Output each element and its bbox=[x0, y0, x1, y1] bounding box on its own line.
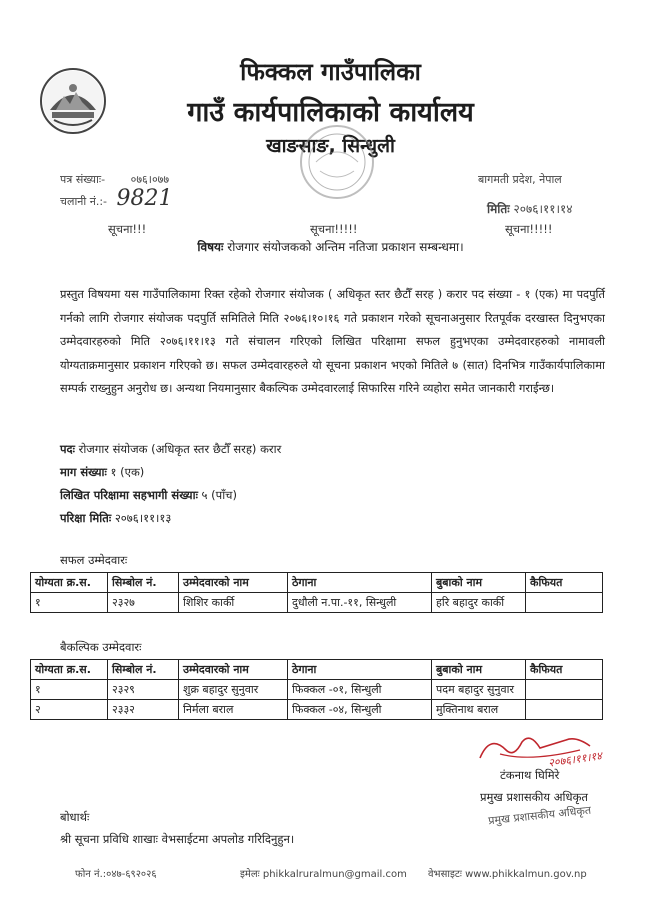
signatory-name: टंकनाथ घिमिरे bbox=[500, 768, 560, 782]
successful-label: सफल उम्मेदवारः bbox=[60, 553, 128, 567]
signature-date: २०७६।११।१४ bbox=[547, 749, 603, 770]
body-paragraph: प्रस्तुत विषयमा यस गाउँपालिकामा रिक्त रहेको रोजगार संयोजक ( अधिकृत स्तर छैटौँ सरह ) करार पद संख्या - १ (एक) मा पदपुर्ति गर्नको लागि रोजगार संयोजक पदपुर्ति समितिले मिति २०७६।१०।१६ गते प्रकाशन गरेको सूचनाअनुसार रितपूर्वक दरखास्त दिनुभएका उम्मेदवारहरुको मिति २०७६।११।१३ गते संचालन गरिएको लिखित परिक्षामा सफल हुनुभएका उम्मेदवारहरुको नामावली योग्यताक्रमानुसार प्रकाशन गरिएको छ। सफल उम्मेदवारहरुले यो सूचना प्रकाशन भएको मितिले ७ (सात) दिनभित्र गाउँकार्यपालिकामा सम्पर्क राख्नुहुन अनुरोध छ। अन्यथा नियमानुसार बैकल्पिक उम्मेदवारलाई सिफारिस गरिने व्यहोरा समेत जानकारी गराईन्छ। bbox=[60, 287, 605, 395]
footer-phone: फोन नं.:०४७-६९२०२६ bbox=[75, 869, 157, 880]
exam-date-label: परिक्षा मितिः bbox=[60, 511, 112, 525]
bodhartha-label: बोधार्थः bbox=[60, 810, 90, 824]
signatory-stamp-title: प्रमुख प्रशासकीय अधिकृत bbox=[487, 803, 592, 828]
signatory-title: प्रमुख प्रशासकीय अधिकृत bbox=[480, 790, 588, 804]
cell-rank: २ bbox=[31, 700, 108, 720]
demand-label: माग संख्याः bbox=[60, 465, 107, 479]
date-label: मितिः bbox=[487, 202, 510, 216]
subject-text: रोजगार संयोजकको अन्तिम नतिजा प्रकाशन सम्बन्धमा। bbox=[227, 240, 464, 254]
col-remarks: कैफियत bbox=[526, 660, 603, 680]
cell-father: हरि बहादुर कार्की bbox=[432, 593, 526, 613]
table-row bbox=[31, 593, 603, 613]
detail-demand bbox=[60, 465, 144, 480]
office-address: खाङसाङ, सिन्धुली bbox=[266, 135, 395, 157]
cell-symbol: २३२७ bbox=[108, 593, 179, 613]
post-label: पदः bbox=[60, 442, 75, 456]
cell-symbol: २३२९ bbox=[108, 680, 179, 700]
footer-email: इमेलः phikkalruralmun@gmail.com bbox=[240, 869, 407, 880]
col-father: बुबाको नाम bbox=[432, 660, 526, 680]
notice-right: सूचना!!!!! bbox=[505, 222, 553, 236]
cell-name: निर्मला बराल bbox=[179, 700, 288, 720]
patra-label: पत्र संख्याः- bbox=[60, 173, 106, 186]
chalani-value: 9821 bbox=[116, 186, 173, 211]
exam-date-value: २०७६।११।१३ bbox=[114, 511, 172, 525]
demand-value: १ (एक) bbox=[110, 465, 145, 479]
col-address: ठेगाना bbox=[288, 573, 432, 593]
col-remarks: कैफियत bbox=[526, 573, 603, 593]
date-value: २०७६।११।१४ bbox=[513, 202, 573, 216]
table-row bbox=[31, 680, 603, 700]
cell-remarks bbox=[526, 680, 603, 700]
cell-address: दुधौली न.पा.-११, सिन्धुली bbox=[288, 593, 432, 613]
notice-center: सूचना!!!!! bbox=[310, 222, 358, 236]
letter-date bbox=[487, 200, 573, 217]
table-header-row bbox=[31, 660, 603, 680]
col-symbol: सिम्बोल नं. bbox=[108, 660, 179, 680]
cell-symbol: २३३२ bbox=[108, 700, 179, 720]
cell-father: पदम बहादुर सुनुवार bbox=[432, 680, 526, 700]
detail-exam-date bbox=[60, 511, 171, 526]
bodhartha-item: श्री सूचना प्रविधि शाखाः वेभसाईटमा अपलोड गरिदिनुहुन। bbox=[60, 832, 295, 846]
subject-label: विषयः bbox=[197, 240, 224, 254]
col-name: उम्मेदवारको नाम bbox=[179, 573, 288, 593]
table-header-row bbox=[31, 573, 603, 593]
col-father: बुबाको नाम bbox=[432, 573, 526, 593]
cell-father: मुक्तिनाथ बराल bbox=[432, 700, 526, 720]
post-value: रोजगार संयोजक (अधिकृत स्तर छैटौँ सरह) करार bbox=[78, 442, 282, 456]
col-rank: योग्यता क्र.स. bbox=[31, 573, 108, 593]
patra-sankhya bbox=[60, 172, 169, 187]
alternate-table bbox=[30, 659, 603, 720]
col-symbol: सिम्बोल नं. bbox=[108, 573, 179, 593]
successful-table bbox=[30, 572, 603, 613]
detail-participants bbox=[60, 488, 237, 503]
cell-remarks bbox=[526, 593, 603, 613]
patra-value: ०७६।०७७ bbox=[130, 173, 170, 186]
chalani-label: चलानी नं.:- bbox=[60, 195, 108, 208]
office-name: फिक्कल गाउँपालिका bbox=[240, 58, 421, 86]
office-stamp bbox=[300, 125, 374, 199]
detail-post bbox=[60, 442, 281, 457]
col-name: उम्मेदवारको नाम bbox=[179, 660, 288, 680]
cell-address: फिक्कल -०४, सिन्धुली bbox=[288, 700, 432, 720]
province-label: बागमती प्रदेश, नेपाल bbox=[478, 173, 562, 186]
cell-rank: १ bbox=[31, 680, 108, 700]
col-rank: योग्यता क्र.स. bbox=[31, 660, 108, 680]
subject-line bbox=[0, 238, 661, 255]
cell-name: शुक्र बहादुर सुनुवार bbox=[179, 680, 288, 700]
table-row bbox=[31, 700, 603, 720]
notice-left: सूचना!!! bbox=[108, 222, 147, 236]
alternate-label: बैकल्पिक उम्मेदवारः bbox=[60, 640, 142, 654]
office-subtitle: गाउँ कार्यपालिकाको कार्यालय bbox=[187, 97, 474, 128]
cell-rank: १ bbox=[31, 593, 108, 613]
cell-remarks bbox=[526, 700, 603, 720]
footer-website: वेभसाइटः www.phikkalmun.gov.np bbox=[428, 869, 587, 880]
cell-name: शिशिर कार्की bbox=[179, 593, 288, 613]
participants-label: लिखित परिक्षामा सहभागी संख्याः bbox=[60, 488, 198, 502]
col-address: ठेगाना bbox=[288, 660, 432, 680]
participants-value: ५ (पाँच) bbox=[201, 488, 237, 502]
chalani-number bbox=[60, 186, 173, 211]
cell-address: फिक्कल -०१, सिन्धुली bbox=[288, 680, 432, 700]
